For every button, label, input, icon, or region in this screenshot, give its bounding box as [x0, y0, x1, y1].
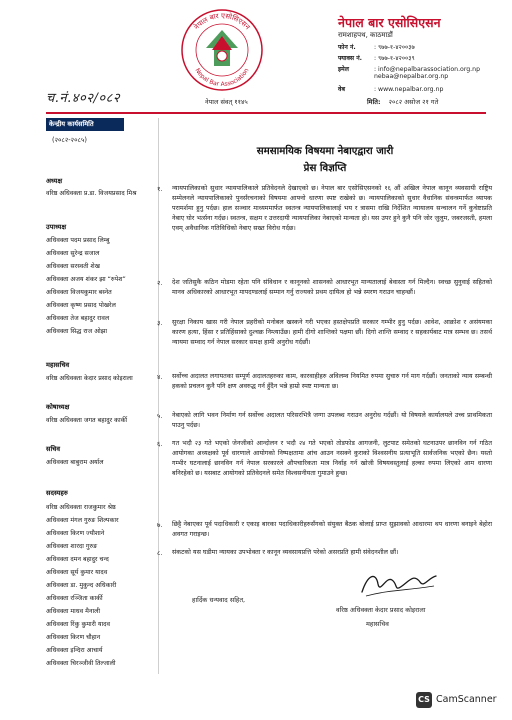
member-name: अधिवक्ता विजयकुमार बस्नेत: [46, 289, 112, 296]
group-title-secretary: सचिव: [46, 445, 61, 453]
member-name: वरिष्ठ अधिवक्ता केदार प्रसाद कोइराला: [46, 375, 133, 382]
member-name: वरिष्ठ अधिवक्ता जगत बहादुर कार्की: [46, 417, 128, 424]
contact-value[interactable]: nebaa@nepalbar.org.np: [374, 73, 449, 80]
committee-sidebar: [46, 118, 156, 674]
press-release-headline: समसामयिक विषयमा नेबाएद्वारा जारी: [256, 146, 394, 157]
member-name: अधिवक्ता अजय शंकर झा “रुपेश”: [46, 276, 126, 283]
member-name: अधिवक्ता शारदा गुरुङ: [46, 543, 98, 550]
member-name: अधिवक्ता किरण ज्यौशाने: [46, 530, 105, 537]
logo-arc-text: नेपाल बार एसोसिएसन: [192, 11, 252, 32]
contact-value: : ९७७-१-४२००३९: [374, 55, 415, 62]
member-name: अधिवक्ता मंगल गुरुङ शिल्पकार: [46, 517, 119, 524]
member-name: अधिवक्ता बाबुराम अर्याल: [46, 459, 104, 466]
member-name: अधिवक्ता पदम प्रसाद लिम्बु: [46, 237, 110, 244]
contact-phone: [338, 42, 415, 51]
org-name: नेपाल बार एसोसिएसन: [338, 15, 441, 30]
member-name: अधिवक्ता कृष्ण प्रसाद पोखरेल: [46, 302, 116, 309]
reference-number: च.नं.४०२/०८२: [46, 91, 121, 106]
committee-title: केन्द्रीय कार्यसमिति: [46, 118, 124, 131]
press-release-subheadline: प्रेस विज्ञप्ति: [303, 163, 347, 174]
member-name: अधिवक्ता दमन बहादुर चन्द: [46, 556, 109, 563]
signatory-name: वरिष्ठ अधिवक्ता केदार प्रसाद कोइराला: [336, 606, 426, 614]
nepal-bar-association-logo: [180, 8, 264, 92]
group-title-vice-presidents: उपाध्यक्ष: [46, 223, 67, 231]
paragraph-text: सर्वोच्च अदालत लगायतका सम्पूर्ण अदालतहरुका काम, कारवाहीहरु अविलम्व नियमित रुपमा सुचारु गर्न माग गर्दछौं। जनताको न्याय सम्बन्धी हकको प्रचलन कुनै पनि क्षण अवरुद्ध गर्न हुँदैन भन्ने हाम्रो स्पष्ट मान्यता छ।: [172, 373, 492, 390]
sidebar-divider: [158, 118, 159, 674]
contact-web: [338, 84, 443, 93]
camscanner-icon: CS: [416, 692, 432, 708]
member-name: वरिष्ठ अधिवक्ता प्र.डा. विजयप्रसाद मिश्र: [46, 190, 137, 197]
logo-arc-text-en: Nepal Bar Association: [193, 67, 251, 89]
group-title-general-secretary: महासचिव: [46, 361, 70, 369]
paragraph-number: ७.: [157, 521, 163, 529]
org-place: रामशाहपथ, काठमाडौं: [338, 31, 393, 39]
header-divider: [46, 112, 486, 114]
member-name: अधिवक्ता सूर्य कुमार यादव: [46, 569, 108, 576]
contact-label: फोन नं.: [338, 44, 356, 51]
contact-value: : ९७७-१-४२००३७: [374, 44, 415, 51]
contact-label: वेब: [338, 86, 345, 93]
group-title-members: सदस्यहरु: [46, 489, 68, 497]
committee-term: (२०८२-२०८५): [52, 136, 87, 144]
member-name: अधिवक्ता किरण चौहान: [46, 634, 101, 641]
paragraph-number: ३.: [157, 319, 163, 327]
contact-value[interactable]: : info@nepalbarassociation.org.np: [374, 66, 480, 73]
member-name: अधिवक्ता सरस्वती शेख: [46, 263, 100, 270]
member-name: अधिवक्ता रिंकु कुमारी यादव: [46, 621, 111, 628]
paragraph-text: संकटको यस घडीमा न्यायका उपभोक्ता र कानून व्यवसायप्रत्ति परेको असरप्रति हामी संवेदनशील छौं।: [172, 549, 399, 556]
camscanner-watermark: CamScanner: [436, 694, 497, 705]
member-name: अधिवक्ता सुरेन्द्र सजाल: [46, 250, 100, 257]
member-name: अधिवक्ता माधव मैनाली: [46, 608, 100, 615]
paragraph-number: ८.: [157, 549, 163, 557]
group-title-treasurer: कोषाध्यक्ष: [46, 403, 70, 411]
member-name: अधिवक्ता सिद्ध राज ओझा: [46, 328, 108, 335]
handwritten-signature: [358, 566, 442, 600]
member-name: अधिवक्ता इन्दिरा आचार्य: [46, 647, 103, 654]
date-line: [367, 97, 438, 106]
group-title-president: अध्यक्ष: [46, 177, 63, 185]
member-name: अधिवक्ता डा. मुकुन्द अधिकारी: [46, 582, 117, 589]
nepal-samvat: नेपाल संवत् ११४५: [205, 98, 248, 106]
contact-email: [338, 64, 480, 73]
paragraph-text: गत भदौ २३ गते भएको जेनजीको आन्दोलन र भदौ २४ गते भएको तोडफोड आगजनी, लुटपाट समेतको घटनाउपर छानविन गर्न गठित आयोगका अध्यक्षको पूर्व धारणाले आयोगको निष्पक्षतामा आंच आउन नसक्ने कुराको विश्वसनीय प्रत्याभूति सार्वजनिक भएको छैन। यस्तो गम्भीर घटनालाई छानविन गर्न नेपाल सरकारले औपचारिकता मात्र निर्वाह गर्न खोजी विषयवस्तुलाई हल्का रुपमा लिएको आम धारणा बनिरहेको छ। यसबाट आयोगको प्रतिवेदनले समेत विश्वसनीयता गुमाउने हुन्छ।: [172, 440, 492, 477]
paragraph-number: ६.: [157, 440, 163, 448]
contact-fax: [338, 53, 415, 62]
contact-label: फ्याक्स नं.: [338, 55, 362, 62]
paragraph-text: न्यायपालिकाको सुधार न्यायपालिकाले प्रतिवेदनले देखाएको छ। नेपाल बार एसोसिएसनको १६ औं अखिल नेपाल कानून व्यवसायी राष्ट्रिय सम्मेलनले न्यायपालिकाको पुनर्संरचनाको विषयमा आफ्नो धारणा स्पष्ट राखेको छ। न्यायपालिकाको सुधार वैधानिक संवन्त्रमार्फत व्यापक परामर्शमा हुनु पर्दछ। हाल सञ्चार माध्यममार्फत स्वतन्त्र न्यायपालिकालाई भय र त्रासमा राखि निर्देशित न्यायालय सन्चालन गर्ने कुचेष्टाप्रति नेबाए घोर भर्त्सना गर्दछ। स्वतन्त्र, सक्षम र उत्तरदायी न्यायपालिका नेबाएको मान्यता हो। यस उपर हुने कुनै पनि जोर जुलुम, जबरजस्ती, हमला एवम् अवैधानिक गतिविधिको नेबाए सख्त विरोध गर्दछ।: [172, 185, 492, 232]
contact-label: इमेल: [338, 66, 349, 73]
paragraph-text: देश जतिसुकै कठिन मोडमा रहेता पनि संविधान र कानूनको शासनको आधारभूत मान्यतालाई बेवास्ता गर्न मिल्दैन। स्वच्छ सुनुवाई सहितको मानव अधिकारको आधारभूत मापदण्डलाई सम्मान गर्नु राज्यको प्रथम दायित्व हो भन्ने स्मरण गराउन चाहन्छौं।: [172, 279, 492, 296]
member-name: अधिवक्ता रञ्जिता कार्की: [46, 595, 103, 602]
paragraph-number: १.: [157, 185, 163, 193]
member-name: अधिवक्ता तेज बहादुर रावल: [46, 315, 110, 322]
contact-email-2: [338, 73, 448, 80]
paragraph-number: ४.: [157, 373, 163, 381]
member-name: वरिष्ठ अधिवक्ता राजकुमार श्रेष्ठ: [46, 504, 116, 511]
date-value: २०८२ असोज २१ गते: [388, 98, 439, 106]
contact-value[interactable]: : www.nepalbar.org.np: [374, 86, 444, 93]
paragraph-text: छिट्टै नेबाएका पूर्व पदाधिकारी र एकाइ बारका पदाधिकारीहरुसँगको संयुक्त बैठक बोलाई प्राप्त सुझावको आधारमा थप धारणा बनाइने बेहोरा अवगत गराइन्छ।: [172, 521, 492, 538]
signatory-title: महासचिव: [366, 620, 389, 628]
paragraph-text: सुरक्षा निकाय खास गरी नेपाल प्रहरीको मनोबल खस्कने गरी भएका हस्तक्षेपप्रति सरकार गम्भीर हुनु पर्दछ। आवेश, आक्रोश र असंयमका कारण हत्या, हिंसा र प्रतिहिंसाको दुश्चक्र निम्त्याउँछ। हामी दीगो शान्तिको पक्षमा छौं। दिगो शान्ति सम्वाद र सहकार्यबाट मात्र सम्भव छ। तसर्थ न्यायमा सम्वाद गर्न नेपाल सरकार समक्ष हामी अनुरोध गर्दछौं।: [172, 319, 492, 346]
date-label: मिति:: [367, 98, 381, 106]
closing-text: हार्दिक धन्यवाद सहित,: [192, 596, 246, 604]
paragraph-text: नेबाएको लागि भवन निर्माण गर्न सर्वोच्च अदालत परिसरभित्रै जग्गा उपलब्ध गराउन अनुरोध गर्दछौं। यो विषयले कार्यालयले उच्च प्राथमिकता पाउनु पर्दछ।: [172, 412, 492, 429]
paragraph-number: ५.: [157, 412, 163, 420]
paragraph-number: २.: [157, 279, 163, 287]
member-name: अधिवक्ता चिरञ्जीवी तिल्जाली: [46, 660, 116, 667]
